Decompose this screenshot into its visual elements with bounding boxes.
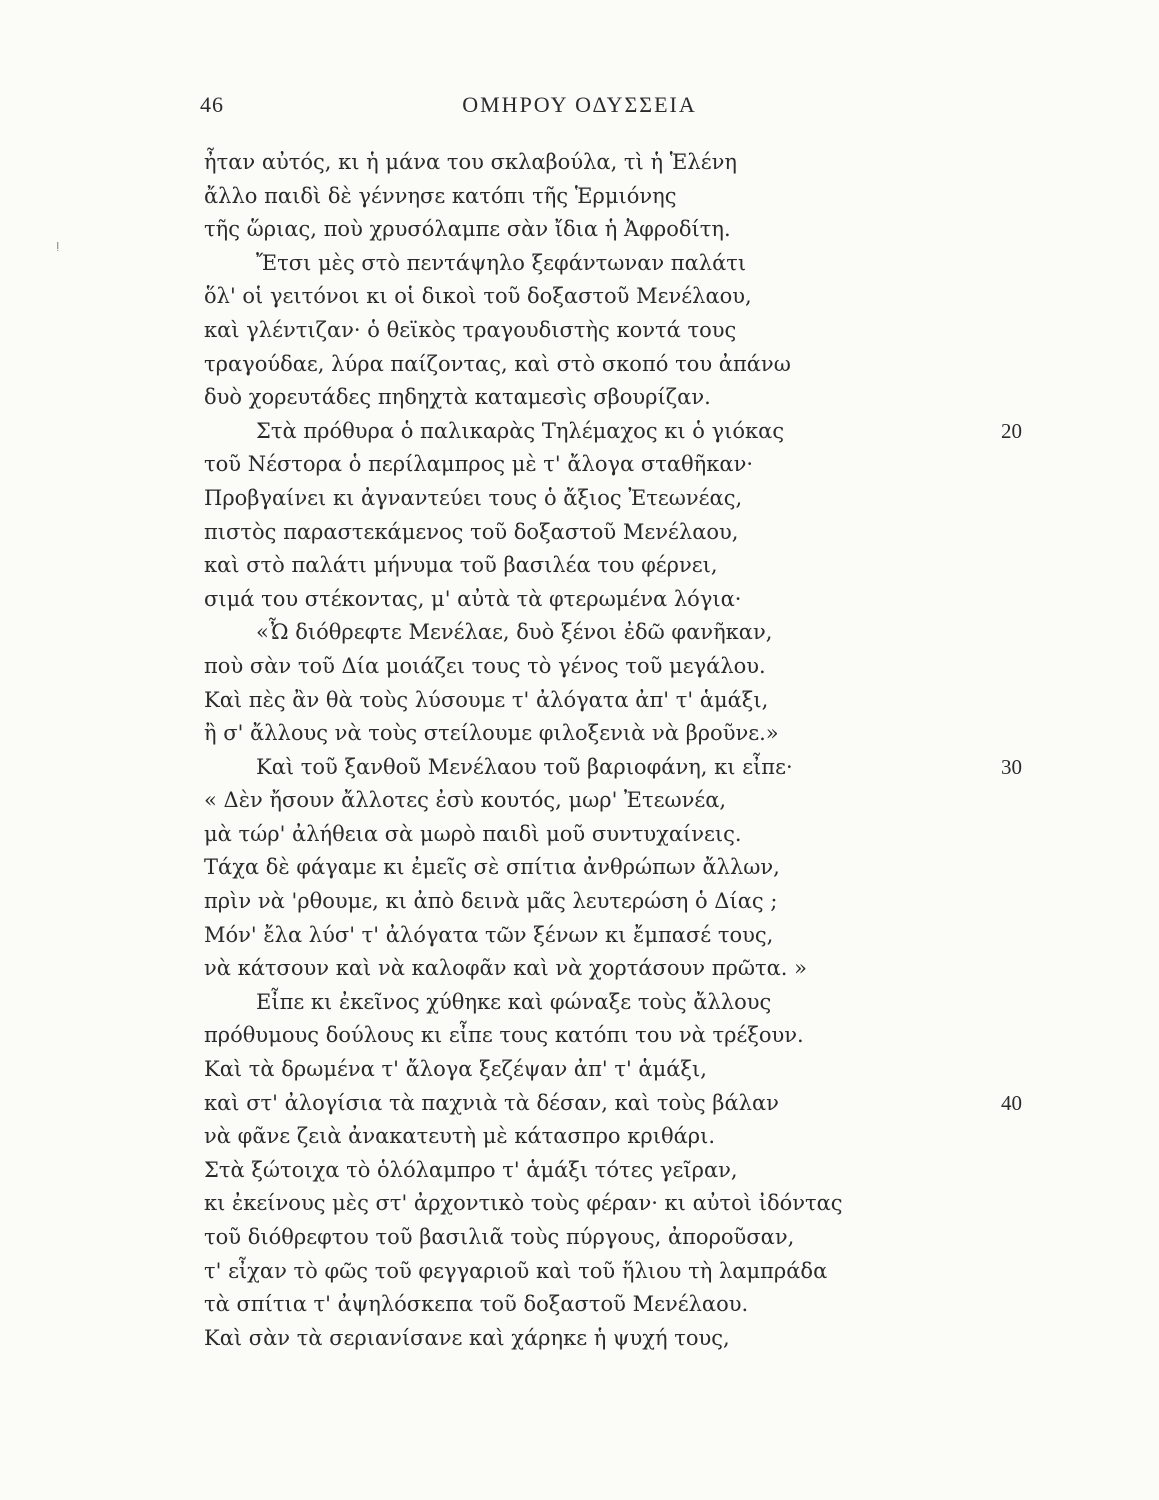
verse-line	[204, 952, 964, 986]
verse-line	[204, 448, 964, 482]
verse-line	[204, 986, 964, 1020]
verse-line	[204, 1187, 964, 1221]
verse-text: Καὶ τοῦ ξανθοῦ Μενέλαου τοῦ βαριοφάνη, κι εἶπε·	[256, 754, 793, 779]
poem-text	[204, 146, 1022, 1355]
verse-text: Ἔτσι μὲς στὸ πεντάψηλο ξεφάντωναν παλάτι	[256, 250, 747, 275]
verse-text: δυὸ χορευτάδες πηδηχτὰ καταμεσὶς σβουρίζαν.	[204, 385, 711, 410]
verse-text: νὰ φᾶνε ζειὰ ἀνακατευτὴ μὲ κάτασπρο κριθάρι.	[204, 1124, 716, 1149]
verse-text: ἄλλο παιδὶ δὲ γέννησε κατόπι τῆς Ἑρμιόνης	[204, 183, 677, 208]
verse-text: ἦταν αὐτός, κι ἡ μάνα του σκλαβούλα, τὶ ἡ Ἑλένη	[204, 150, 737, 174]
verse-line	[204, 717, 964, 751]
verse-line	[204, 684, 964, 718]
verse-text: τὰ σπίτια τ' ἀψηλόσκεπα τοῦ δοξαστοῦ Μενέλαου.	[204, 1292, 749, 1317]
verse-line	[204, 583, 964, 617]
verse-line	[204, 415, 1022, 449]
verse-line	[204, 919, 964, 953]
verse-text: πρόθυμους δούλους κι εἶπε τους κατόπι του νὰ τρέξουν.	[204, 1023, 804, 1048]
verse-line	[204, 1087, 1022, 1121]
verse-line	[204, 1120, 964, 1154]
verse-text: τραγούδαε, λύρα παίζοντας, καὶ στὸ σκοπό του ἀπάνω	[204, 351, 791, 376]
verse-line	[204, 213, 964, 247]
verse-text: «Ὦ διόθρεφτε Μενέλαε, δυὸ ξένοι ἐδῶ φανῆκαν,	[256, 620, 773, 645]
verse-line	[204, 650, 964, 684]
verse-line	[204, 516, 964, 550]
verse-text: τοῦ διόθρεφτου τοῦ βασιλιᾶ τοὺς πύργους, ἀποροῦσαν,	[204, 1225, 795, 1249]
verse-line	[204, 1322, 964, 1356]
verse-text: Στὰ ξώτοιχα τὸ ὁλόλαμπρο τ' ἁμάξι τότες γεῖραν,	[204, 1157, 738, 1182]
verse-line	[204, 1053, 964, 1087]
verse-text: πρὶν νὰ 'ρθουμε, κι ἀπὸ δεινὰ μᾶς λευτερώση ὁ Δίας ;	[204, 889, 778, 914]
verse-line	[204, 1288, 964, 1322]
verse-text: Μόν' ἔλα λύσ' τ' ἀλόγατα τῶν ξένων κι ἔμπασέ τους,	[204, 922, 774, 947]
verse-text: νὰ κάτσουν καὶ νὰ καλοφᾶν καὶ νὰ χορτάσουν πρῶτα. »	[204, 956, 807, 981]
verse-line	[204, 146, 964, 180]
verse-text: μὰ τώρ' ἀλήθεια σὰ μωρὸ παιδὶ μοῦ συντυχαίνεις.	[204, 821, 742, 846]
verse-line	[204, 247, 964, 281]
verse-text: ποὺ σὰν τοῦ Δία μοιάζει τους τὸ γένος τοῦ μεγάλου.	[204, 653, 766, 678]
line-number: 20	[1001, 418, 1022, 443]
verse-line	[204, 381, 964, 415]
verse-line	[204, 851, 964, 885]
verse-line	[204, 180, 964, 214]
verse-text: ὅλ' οἱ γειτόνοι κι οἱ δικοὶ τοῦ δοξαστοῦ Μενέλαου,	[204, 284, 752, 309]
verse-line	[204, 314, 964, 348]
verse-text: Τάχα δὲ φάγαμε κι ἐμεῖς σὲ σπίτια ἀνθρώπων ἄλλων,	[204, 855, 780, 880]
verse-line	[204, 1154, 964, 1188]
margin-mark: ǃ	[56, 240, 60, 254]
verse-text: ἢ σ' ἄλλους νὰ τοὺς στείλουμε φιλοξενιὰ νὰ βροῦνε.»	[204, 721, 779, 746]
verse-line	[204, 784, 964, 818]
verse-text: τοῦ Νέστορα ὁ περίλαμπρος μὲ τ' ἄλογα σταθῆκαν·	[204, 452, 754, 477]
verse-line	[204, 549, 964, 583]
page-number: 46	[200, 92, 224, 117]
line-number: 40	[1001, 1090, 1022, 1115]
verse-line	[204, 348, 964, 382]
verse-text: τῆς ὥριας, ποὺ χρυσόλαμπε σὰν ἴδια ἡ Ἀφροδίτη.	[204, 217, 731, 242]
verse-line	[204, 1221, 964, 1255]
verse-line	[204, 1019, 964, 1053]
line-number: 30	[1001, 754, 1022, 779]
verse-text: Εἶπε κι ἐκεῖνος χύθηκε καὶ φώναξε τοὺς ἄλλους	[256, 989, 772, 1014]
page-header	[0, 92, 1159, 132]
verse-text: Καὶ τὰ δρωμένα τ' ἄλογα ξεζέψαν ἀπ' τ' ἁμάξι,	[204, 1057, 707, 1082]
verse-text: Καὶ σὰν τὰ σεριανίσανε καὶ χάρηκε ἡ ψυχή τους,	[204, 1325, 730, 1350]
verse-text: πιστὸς παραστεκάμενος τοῦ δοξαστοῦ Μενέλαου,	[204, 519, 739, 544]
verse-line	[204, 280, 964, 314]
verse-line	[204, 818, 964, 852]
verse-line	[204, 616, 964, 650]
verse-text: Στὰ πρόθυρα ὁ παλικαρὰς Τηλέμαχος κι ὁ γιόκας	[256, 418, 785, 443]
verse-text: κι ἐκείνους μὲς στ' ἀρχοντικὸ τοὺς φέραν· κι αὐτοὶ ἰδόντας	[204, 1191, 843, 1216]
verse-line	[204, 751, 1022, 785]
verse-text: καὶ στὸ παλάτι μήνυμα τοῦ βασιλέα του φέρνει,	[204, 553, 718, 578]
verse-line	[204, 1255, 964, 1289]
verse-line	[204, 885, 964, 919]
verse-text: καὶ στ' ἀλογίσια τὰ παχνιὰ τὰ δέσαν, καὶ τοὺς βάλαν	[204, 1090, 779, 1115]
verse-line	[204, 482, 964, 516]
verse-text: « Δὲν ἤσουν ἄλλοτες ἐσὺ κουτός, μωρ' Ἐτεωνέα,	[204, 788, 727, 813]
verse-text: Καὶ πὲς ἂν θὰ τοὺς λύσουμε τ' ἀλόγατα ἀπ' τ' ἁμάξι,	[204, 687, 769, 712]
verse-text: καὶ γλέντιζαν· ὁ θεϊκὸς τραγουδιστὴς κοντά τους	[204, 317, 737, 342]
verse-text: τ' εἶχαν τὸ φῶς τοῦ φεγγαριοῦ καὶ τοῦ ἥλιου τὴ λαμπράδα	[204, 1258, 828, 1283]
verse-text: Προβγαίνει κι ἀγναντεύει τους ὁ ἄξιος Ἐτεωνέας,	[204, 485, 743, 510]
verse-text: σιμά του στέκοντας, μ' αὐτὰ τὰ φτερωμένα λόγια·	[204, 586, 742, 611]
running-title: ΟΜΗΡΟΥ ΟΔΥΣΣΕΙΑ	[462, 92, 697, 117]
